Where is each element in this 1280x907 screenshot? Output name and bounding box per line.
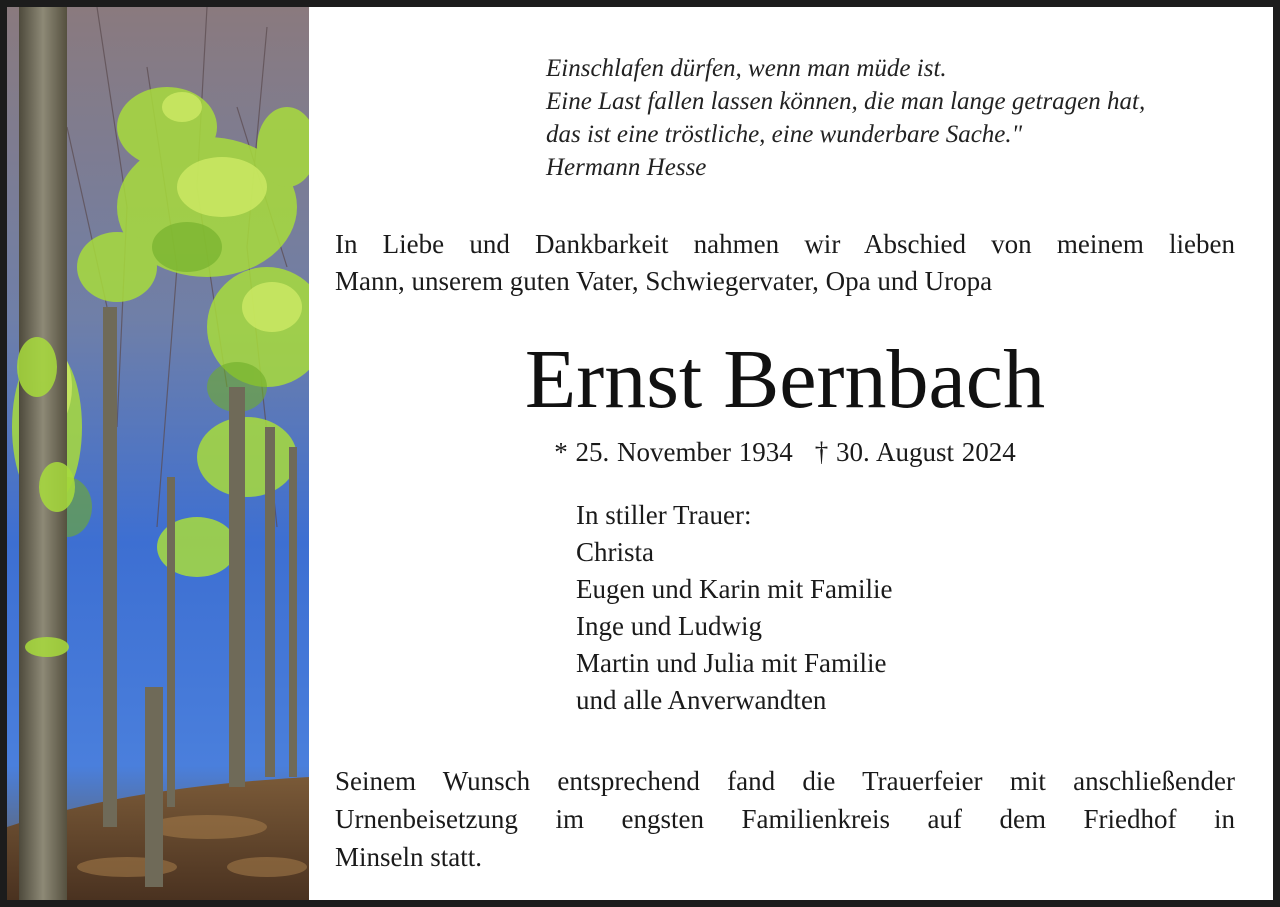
quote-line: das ist eine tröstliche, eine wunderbare Sache." [546, 121, 1023, 148]
quote-line: Einschlafen dürfen, wenn man müde ist. [546, 55, 947, 82]
mourners-list [576, 497, 1076, 719]
mourner-name: Martin und Julia mit Familie [576, 648, 887, 678]
death-date: † 30. August 2024 [814, 437, 1016, 467]
closing-paragraph [335, 762, 1235, 876]
quote-block [546, 52, 1246, 184]
closing-line: Minseln statt. [335, 842, 482, 872]
life-dates [335, 434, 1235, 470]
intro-line: In Liebe und Dankbarkeit nahmen wir Abschied von meinem lieben [335, 229, 1235, 259]
mourner-name: Christa [576, 537, 654, 567]
intro-paragraph [335, 226, 1235, 300]
deceased-name: Ernst Bernbach [524, 333, 1046, 426]
forest-photo [7, 7, 309, 900]
closing-line: Seinem Wunsch entsprechend fand die Trauerfeier mit anschließender [335, 766, 1235, 796]
mourners-heading: In stiller Trauer: [576, 500, 752, 530]
mourner-name: Eugen und Karin mit Familie [576, 574, 893, 604]
mourner-name: und alle Anverwandten [576, 685, 827, 715]
quote-author: Hermann Hesse [546, 154, 707, 181]
notice-text [335, 7, 1235, 900]
mourner-name: Inge und Ludwig [576, 611, 762, 641]
forest-image [7, 7, 309, 900]
birth-date: * 25. November 1934 [554, 437, 793, 467]
quote-line: Eine Last fallen lassen können, die man lange getragen hat, [546, 88, 1146, 115]
closing-line: Urnenbeisetzung im engsten Familienkreis auf dem Friedhof in [335, 804, 1235, 834]
intro-line: Mann, unserem guten Vater, Schwiegervater, Opa und Uropa [335, 266, 993, 296]
